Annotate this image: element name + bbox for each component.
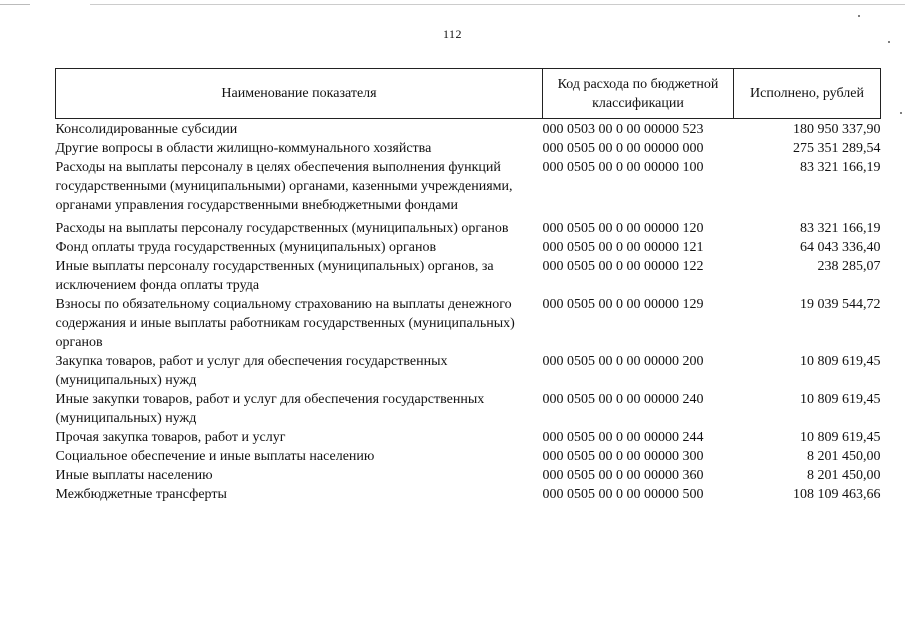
row-code: 000 0505 00 0 00 00000 129	[542, 297, 704, 312]
header-indicator-name: Наименование показателя	[56, 69, 543, 119]
row-code: 000 0505 00 0 00 00000 200	[542, 354, 704, 369]
row-amount: 64 043 336,40	[800, 240, 881, 255]
row-name: Закупка товаров, работ и услуг для обеспечения государственных (муниципальных) нужд	[55, 354, 448, 388]
row-name: Консолидированные субсидии	[55, 122, 238, 137]
table-row	[56, 139, 881, 158]
row-name: Социальное обеспечение и иные выплаты населению	[55, 449, 375, 464]
row-amount: 8 201 450,00	[807, 468, 881, 483]
header-executed-amount: Исполнено, рублей	[734, 69, 881, 119]
row-code: 000 0505 00 0 00 00000 300	[542, 449, 704, 464]
row-amount: 238 285,07	[817, 259, 881, 274]
row-code: 000 0505 00 0 00 00000 100	[542, 160, 704, 175]
table-row	[56, 238, 881, 257]
row-amount: 180 950 337,90	[793, 122, 881, 137]
row-name: Взносы по обязательному социальному страхованию на выплаты денежного содержания и иные выплаты работникам государственных (муниципальных) органов	[55, 297, 515, 350]
row-code: 000 0505 00 0 00 00000 240	[542, 392, 704, 407]
page-number: 112	[442, 27, 463, 41]
table-row	[56, 352, 881, 390]
table-header	[56, 69, 881, 119]
row-code: 000 0503 00 0 00 00000 523	[542, 122, 704, 137]
row-code: 000 0505 00 0 00 00000 500	[542, 487, 704, 502]
scan-top-edge-line	[0, 4, 905, 5]
row-amount: 8 201 450,00	[807, 449, 881, 464]
table-row	[56, 257, 881, 295]
header-budget-code: Код расхода по бюджетной классификации	[543, 69, 734, 119]
table-row	[56, 119, 881, 140]
table-row	[56, 485, 881, 504]
table-row	[56, 447, 881, 466]
row-name: Межбюджетные трансферты	[55, 487, 227, 502]
row-amount: 108 109 463,66	[793, 487, 881, 502]
row-amount: 10 809 619,45	[800, 354, 881, 369]
row-code: 000 0505 00 0 00 00000 000	[542, 141, 704, 156]
row-name: Расходы на выплаты персоналу в целях обеспечения выполнения функций государственными (муниципальными) органами, казенными учреждениями, органами управления государственными внебюджетными фондами	[55, 160, 513, 213]
table-row	[56, 428, 881, 447]
row-code: 000 0505 00 0 00 00000 122	[542, 259, 704, 274]
row-name: Иные выплаты персоналу государственных (муниципальных) органов, за исключением фонда оплаты труда	[55, 259, 494, 293]
row-name: Фонд оплаты труда государственных (муниципальных) органов	[55, 240, 437, 255]
table-body	[56, 119, 881, 505]
table-row	[56, 295, 881, 352]
table-row	[56, 466, 881, 485]
row-code: 000 0505 00 0 00 00000 121	[542, 240, 704, 255]
table-row	[56, 390, 881, 428]
row-amount: 83 321 166,19	[800, 160, 881, 175]
row-amount: 275 351 289,54	[793, 141, 881, 156]
row-code: 000 0505 00 0 00 00000 120	[542, 221, 704, 236]
row-name: Расходы на выплаты персоналу государственных (муниципальных) органов	[55, 221, 509, 236]
row-name: Прочая закупка товаров, работ и услуг	[55, 430, 286, 445]
table-row	[56, 219, 881, 238]
row-name: Иные выплаты населению	[55, 468, 213, 483]
row-amount: 10 809 619,45	[800, 430, 881, 445]
row-amount: 83 321 166,19	[800, 221, 881, 236]
row-name: Другие вопросы в области жилищно-коммунального хозяйства	[55, 141, 432, 156]
row-code: 000 0505 00 0 00 00000 360	[542, 468, 704, 483]
scan-speck	[900, 112, 902, 114]
row-amount: 10 809 619,45	[800, 392, 881, 407]
budget-report-table	[55, 68, 881, 504]
row-name: Иные закупки товаров, работ и услуг для обеспечения государственных (муниципальных) нужд	[55, 392, 485, 426]
scan-speck	[858, 15, 860, 17]
row-code: 000 0505 00 0 00 00000 244	[542, 430, 704, 445]
row-amount: 19 039 544,72	[800, 297, 881, 312]
table-row	[56, 158, 881, 219]
